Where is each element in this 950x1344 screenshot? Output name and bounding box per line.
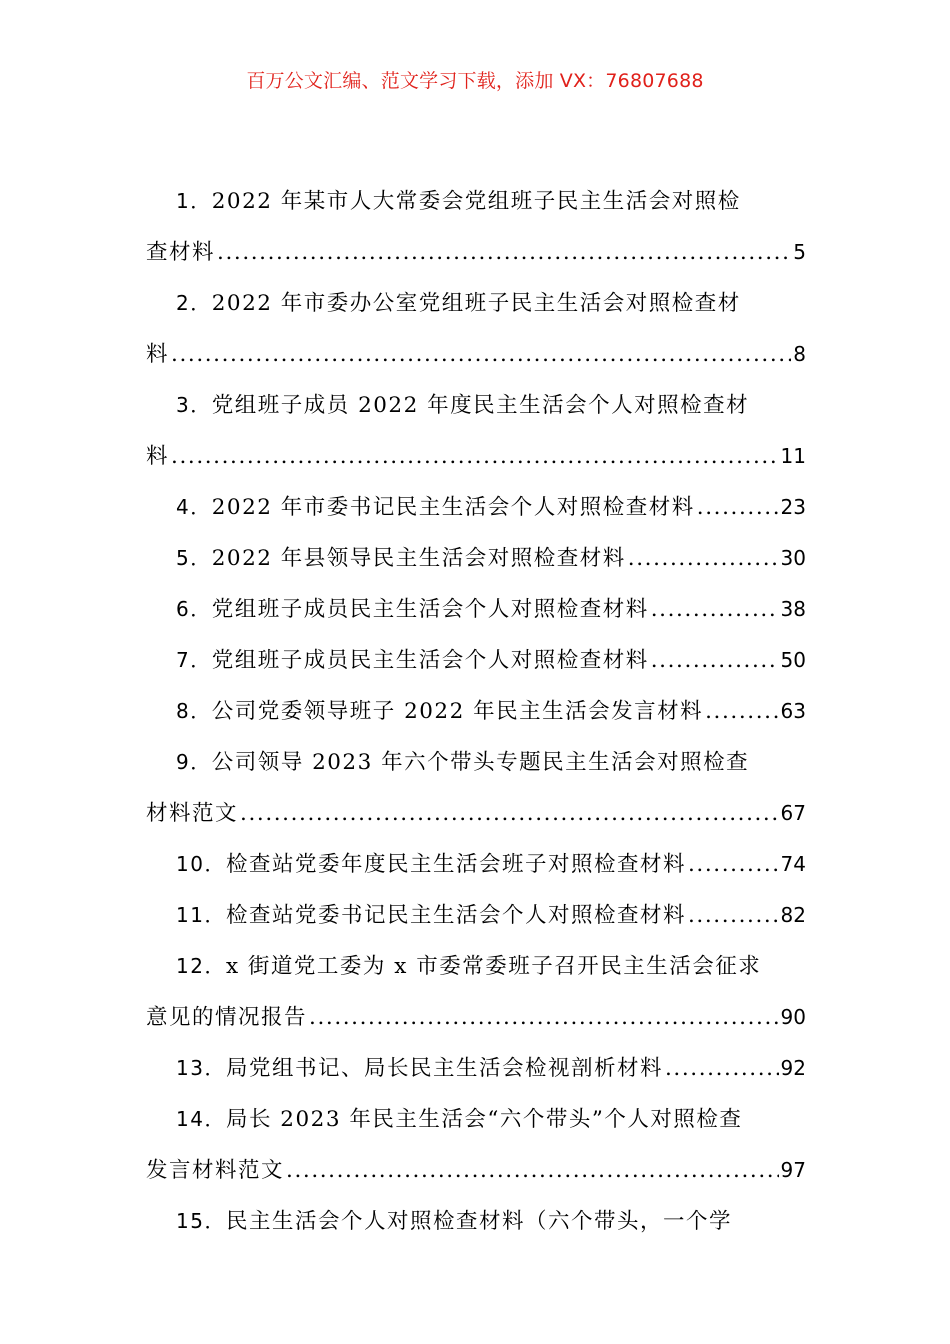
toc-entry-page-number: 11 [780, 444, 806, 468]
toc-entry-number: 3． [176, 393, 212, 417]
toc-entry-number: 4． [176, 495, 212, 519]
dot-leader [628, 534, 779, 584]
toc-entry-title-text: 检查站党委年度民主生活会班子对照检查材料 [225, 852, 686, 877]
toc-entry-leader-line [146, 482, 806, 533]
toc-entry-leader-line [146, 890, 806, 941]
dot-leader [217, 228, 791, 278]
toc-entry-title [146, 533, 626, 584]
toc-entry-leader-line [146, 635, 806, 686]
toc-entry[interactable] [146, 482, 806, 533]
toc-entry-title-line [146, 176, 806, 227]
dot-leader [688, 840, 779, 890]
toc-entry-title-text: 检查站党委书记民主生活会个人对照检查材料 [225, 903, 686, 928]
toc-entry[interactable] [146, 176, 806, 278]
toc-entry-title-line [146, 278, 806, 329]
dot-leader [651, 585, 779, 635]
toc-entry-title-text: 2022 年市委书记民主生活会个人对照检查材料 [211, 495, 695, 520]
toc-entry-page-number: 30 [780, 546, 806, 570]
toc-entry[interactable] [146, 533, 806, 584]
toc-entry[interactable] [146, 737, 806, 839]
toc-entry-title-text: 料 [146, 444, 170, 469]
toc-entry-leader-line [146, 431, 806, 482]
toc-entry-page-number: 5 [793, 240, 806, 264]
toc-entry-title-text: 发言材料范文 [146, 1158, 285, 1183]
toc-entry-leader-line [146, 839, 806, 890]
toc-entry-title [146, 1146, 284, 1196]
toc-entry-title-text: 意见的情况报告 [146, 1005, 308, 1030]
toc-entry-number: 2． [176, 291, 212, 315]
dot-leader [697, 483, 779, 533]
toc-entry-number: 14． [176, 1107, 226, 1131]
toc-entry-title: 2022 年市委办公室党组班子民主生活会对照检查材 [211, 291, 741, 316]
toc-entry[interactable] [146, 1043, 806, 1094]
toc-entry[interactable] [146, 941, 806, 1043]
toc-entry-title-line [146, 941, 806, 992]
toc-entry[interactable] [146, 686, 806, 737]
toc-entry-title-text: 局党组书记、局长民主生活会检视剖析材料 [225, 1056, 663, 1081]
toc-entry-leader-line [146, 1043, 806, 1094]
toc-entry-page-number: 63 [780, 699, 806, 723]
toc-entry[interactable] [146, 380, 806, 482]
toc-entry-leader-line [146, 992, 806, 1043]
toc-entry-page-number: 90 [780, 1005, 806, 1029]
toc-entry-number: 1． [176, 189, 212, 213]
toc-entry-title-text: 党组班子成员民主生活会个人对照检查材料 [211, 597, 649, 622]
toc-entry-title: x 街道党工委为 x 市委常委班子召开民主生活会征求 [225, 954, 762, 979]
toc-entry-title-text: 材料范文 [146, 801, 239, 826]
toc-entry-title-text: 党组班子成员民主生活会个人对照检查材料 [211, 648, 649, 673]
toc-entry[interactable] [146, 278, 806, 380]
toc-entry-number: 11． [176, 903, 226, 927]
toc-entry-title [146, 482, 695, 533]
toc-entry-number: 10． [176, 852, 226, 876]
toc-entry-title: 党组班子成员 2022 年度民主生活会个人对照检查材 [211, 393, 750, 418]
toc-entry-title-text: 查材料 [146, 240, 216, 265]
dot-leader [240, 789, 779, 839]
toc-entry-page-number: 38 [780, 597, 806, 621]
toc-entry-title [146, 228, 215, 278]
dot-leader [309, 993, 779, 1043]
toc-entry-leader-line [146, 584, 806, 635]
toc-entry-title [146, 789, 238, 839]
dot-leader [171, 330, 791, 380]
toc-entry-title [146, 330, 169, 380]
toc-entry-number: 5． [176, 546, 212, 570]
toc-entry-title: 局长 2023 年民主生活会“六个带头”个人对照检查 [225, 1107, 743, 1132]
toc-entry[interactable] [146, 584, 806, 635]
toc-entry-title: 公司领导 2023 年六个带头专题民主生活会对照检查 [211, 750, 750, 775]
dot-leader [665, 1044, 779, 1094]
toc-entry-page-number: 50 [780, 648, 806, 672]
toc-entry-title-line [146, 737, 806, 788]
dot-leader [651, 636, 779, 686]
toc-entry-title [146, 584, 649, 635]
toc-entry-title: 民主生活会个人对照检查材料（六个带头，一个学 [225, 1209, 732, 1234]
toc-entry-number: 15． [176, 1209, 226, 1233]
toc-entry-title [146, 993, 307, 1043]
dot-leader [705, 687, 778, 737]
toc-entry-leader-line [146, 329, 806, 380]
toc-entry[interactable] [146, 635, 806, 686]
toc-entry-title: 2022 年某市人大常委会党组班子民主生活会对照检 [211, 189, 741, 214]
toc-entry-number: 13． [176, 1056, 226, 1080]
dot-leader [171, 432, 779, 482]
toc-entry-page-number: 74 [780, 852, 806, 876]
dot-leader [286, 1146, 779, 1196]
toc-entry-page-number: 23 [780, 495, 806, 519]
toc-entry-title-text: 料 [146, 342, 170, 367]
toc-entry-title [146, 839, 686, 890]
toc-entry[interactable] [146, 890, 806, 941]
toc-entry-title-line [146, 380, 806, 431]
toc-entry-title-line [146, 1196, 806, 1247]
toc-entry-number: 7． [176, 648, 212, 672]
toc-entry-title [146, 890, 686, 941]
toc-entry[interactable] [146, 1196, 806, 1247]
toc-entry-number: 9． [176, 750, 212, 774]
toc-entry-title [146, 686, 703, 737]
toc-entry-page-number: 92 [780, 1056, 806, 1080]
toc-entry-number: 12． [176, 954, 226, 978]
table-of-contents [146, 176, 806, 1247]
toc-entry-title [146, 1043, 663, 1094]
dot-leader [688, 891, 779, 941]
toc-entry-page-number: 8 [793, 342, 806, 366]
toc-entry-title-text: 2022 年县领导民主生活会对照检查材料 [211, 546, 626, 571]
toc-entry-title-line [146, 1094, 806, 1145]
watermark-header: 百万公文汇编、范文学习下载，添加 VX：76807688 [246, 70, 704, 92]
toc-entry[interactable] [146, 1094, 806, 1196]
toc-entry-page-number: 97 [780, 1158, 806, 1182]
toc-entry-leader-line [146, 686, 806, 737]
toc-entry-leader-line [146, 533, 806, 584]
toc-entry-number: 6． [176, 597, 212, 621]
toc-entry-title [146, 635, 649, 686]
toc-entry-title-text: 公司党委领导班子 2022 年民主生活会发言材料 [211, 699, 704, 724]
toc-entry[interactable] [146, 839, 806, 890]
toc-entry-number: 8． [176, 699, 212, 723]
toc-entry-page-number: 82 [780, 903, 806, 927]
toc-entry-leader-line [146, 1145, 806, 1196]
toc-entry-leader-line [146, 788, 806, 839]
toc-entry-page-number: 67 [780, 801, 806, 825]
toc-entry-title [146, 432, 169, 482]
toc-entry-leader-line [146, 227, 806, 278]
